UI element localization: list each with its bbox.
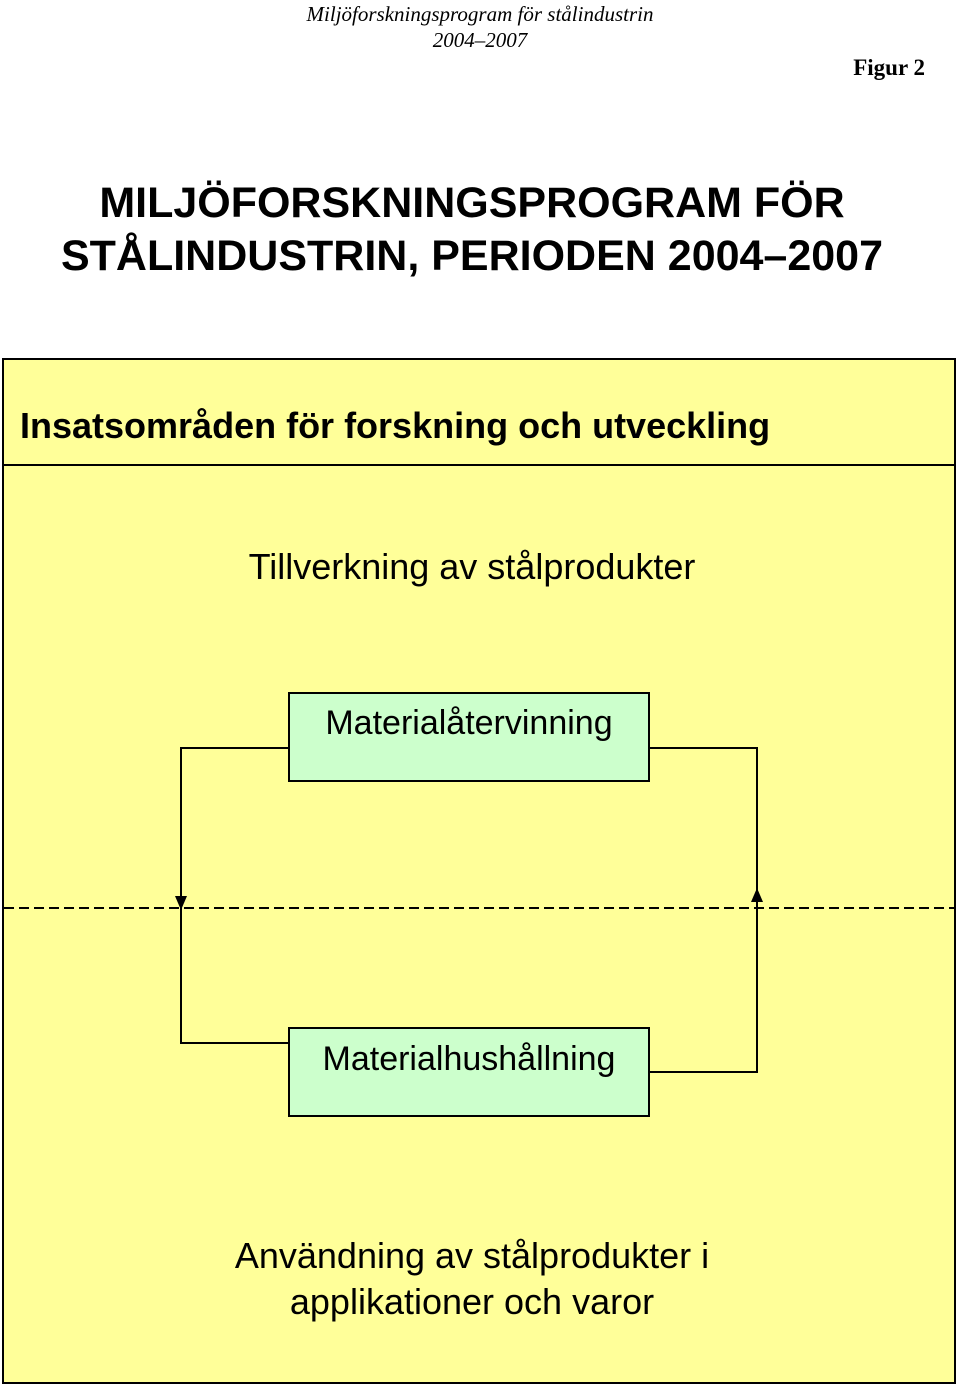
stage-usage-line-1: Användning av stålprodukter i (234, 1235, 710, 1276)
box-material-management-label: Materialhushållning (322, 1040, 616, 1078)
program-header: Miljöforskningsprogram för stålindustrin (306, 2, 654, 26)
panel-heading: Insatsområden för forskning och utveckling (20, 405, 771, 446)
box-material-management (288, 1027, 650, 1117)
right-connector (648, 748, 757, 1072)
stage-usage-line-2: applikationer och varor (289, 1281, 655, 1322)
period-header: 2004–2007 (432, 28, 528, 52)
main-title-line-1: MILJÖFORSKNINGSPROGRAM FÖR (99, 179, 845, 227)
left-connector (181, 748, 288, 1043)
figure-label: Figur 2 (853, 55, 925, 80)
arrow-up-icon (751, 888, 763, 902)
box-material-recycling (288, 692, 650, 782)
box-material-recycling-label: Materialåtervinning (325, 704, 613, 742)
stage-manufacturing: Tillverkning av stålprodukter (248, 546, 696, 587)
main-title-line-2: STÅLINDUSTRIN, PERIODEN 2004–2007 (60, 232, 884, 280)
